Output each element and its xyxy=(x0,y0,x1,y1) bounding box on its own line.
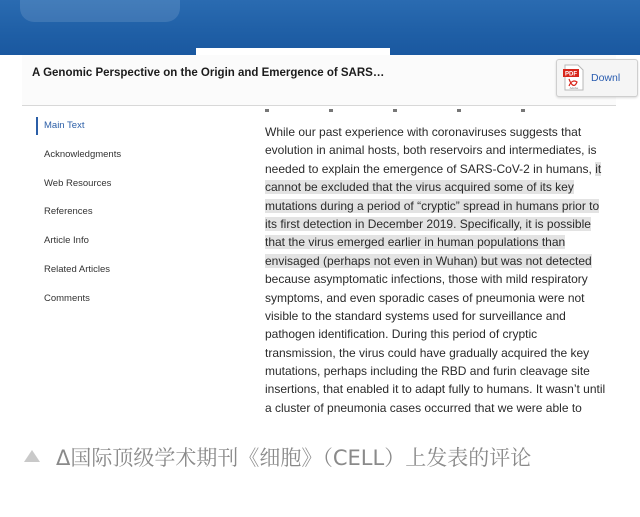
caption-triangle-icon xyxy=(24,450,40,462)
body-line: transmission, the virus could have gradually acquired the key xyxy=(265,345,590,360)
body-line: mutations, perhaps including the RBD and furin cleavage site xyxy=(265,364,590,379)
pdf-icon xyxy=(563,64,585,91)
body-line: symptoms, and even sporadic cases of pneumonia were not xyxy=(265,290,585,305)
sidebar-item-acknowledgments[interactable]: Acknowledgments xyxy=(44,148,122,160)
body-line: pathogen identification. During this period of cryptic xyxy=(265,327,538,342)
highlighted-line: mutations during a period of “cryptic” spread in humans prior to xyxy=(265,198,600,213)
download-label: Downl xyxy=(591,72,621,84)
sidebar-item-web-resources[interactable]: Web Resources xyxy=(44,177,112,189)
body-line: insertions, that enabled it to adapt fully to humans. It wasn’t until xyxy=(265,382,606,397)
clipped-previous-line xyxy=(265,99,605,107)
highlighted-line: cannot be excluded that the virus acquired some of its key xyxy=(265,180,574,195)
download-pdf-button[interactable] xyxy=(556,59,638,97)
pdf-icon-subtext: Adobe xyxy=(569,86,579,90)
caption-text: Δ国际顶级学术期刊《细胞》（CELL）上发表的评论 xyxy=(56,446,532,470)
body-line: a cluster of pneumonia cases occurred that we were able to xyxy=(265,400,582,415)
article-screenshot xyxy=(22,55,621,420)
article-body-text xyxy=(265,123,625,417)
body-line xyxy=(265,160,625,178)
pdf-icon-text: PDF xyxy=(565,71,577,78)
sidebar-item-main-text[interactable]: Main Text xyxy=(36,117,216,146)
article-sidebar-nav xyxy=(36,117,216,319)
banner-glare xyxy=(20,0,180,22)
highlighted-line: its first detection in December 2019. Specifically, it is possible xyxy=(265,216,591,231)
sidebar-item-references[interactable]: References xyxy=(44,206,93,218)
top-banner xyxy=(0,0,640,55)
sidebar-item-article-info[interactable]: Article Info xyxy=(44,235,89,247)
sidebar-item-comments[interactable]: Comments xyxy=(44,292,90,304)
highlighted-line: that the virus emerged earlier in human populations than xyxy=(265,235,566,250)
article-title: A Genomic Perspective on the Origin and Emergence of SARS… xyxy=(32,67,385,79)
body-line: visible to the standard systems used for surveillance and xyxy=(265,308,566,323)
body-line-text: needed to explain the emergence of SARS-CoV-2 in humans, xyxy=(265,161,596,176)
highlighted-line: envisaged (perhaps not even in Wuhan) but was not detected xyxy=(265,253,592,268)
body-line: because asymptomatic infections, those with mild respiratory xyxy=(265,272,588,287)
highlighted-text: it xyxy=(595,161,602,176)
sidebar-item-related-articles[interactable]: Related Articles xyxy=(44,263,111,275)
body-line: While our past experience with coronaviruses suggests that xyxy=(265,125,582,139)
body-line: evolution in animal hosts, both reservoirs and intermediates, is xyxy=(265,143,597,158)
image-caption xyxy=(24,441,616,475)
